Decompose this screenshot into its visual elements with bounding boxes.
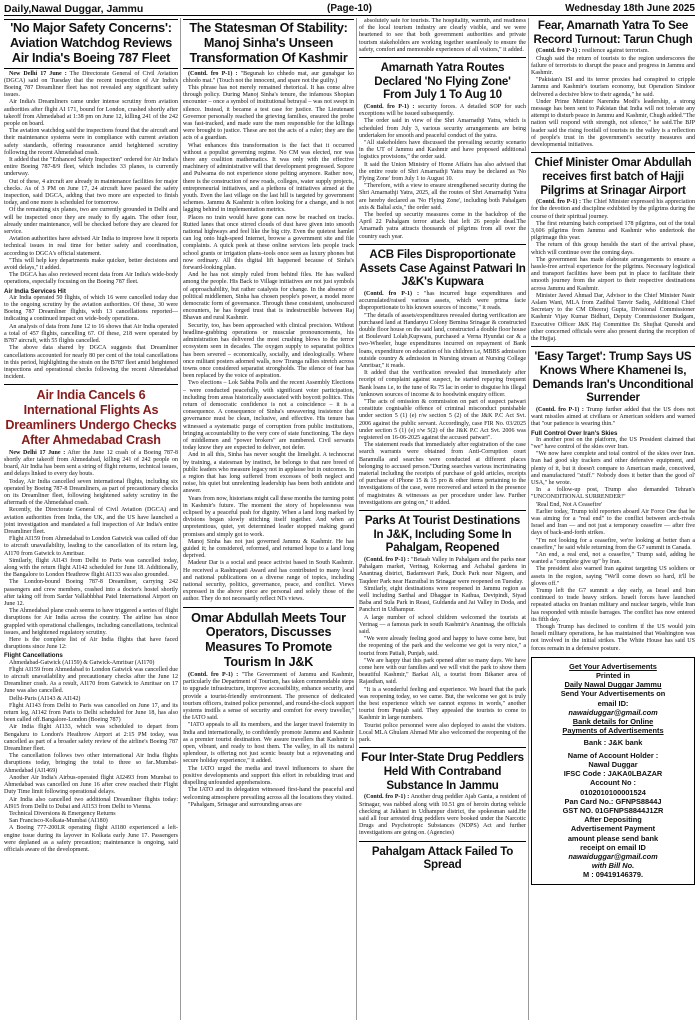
column-divider [356,18,357,1020]
paragraph: "I'm not looking for a ceasefire, we're looking at better than a ceasefire," he said while returning from the G7 summit in Canada. [531,537,695,551]
ad-line: Pan Card No.: GFNPS8844J [564,796,662,806]
paragraph: Trump left the G7 summit a day early, as Israel and Iran continued to trade heavy strikes. Israeli forces have launched repeated attacks on Iranian military and nuclear targets, while Iran has responded with missile barrages. The conflict has now entered its fifth day. [531,588,695,623]
paragraph: (Contd. fro P-1) : security forces. A detailed SOP for such exceptions will be issued subsequently. [359,104,526,118]
paragraph: Today, Air India cancelled seven international flights, including six operated by Boeing 787-8 Dreamliners, as part of precautionary checks on its Dreamliner fleet, following heightened safety scrutiny in the aftermath of the Ahmedabad crash. [4,478,178,507]
paragraph: Years from now, historians might call these months the turning point in Kashmir's future. The moment the story of hopelessness was eclipsed by a peaceful push for dignity. When a land long marked by divisions began slowly stitching itself together. And when an unpretentious, quiet, yet determined leader stopped making grand promises and simply got to work. [183,495,354,538]
column-4 [531,18,695,1020]
paragraph: "This will help key departments make quicker, better decisions and avoid delays," it added. [4,257,178,272]
headline-tarun-chugh: Fear, Amarnath Yatra To See Record Turnout: Tarun Chugh [533,19,693,46]
paragraph: The IATO urged the media and travel influencers to share the positive developments and support this effort in rebuilding trust and dispelling unfounded apprehensions. [183,765,354,787]
masthead-paper-name: Daily,Nawal Duggar, Jammu [4,2,144,15]
headline-hajji-pilgrims: Chief Minister Omar Abdullah receives first batch of Hajji Pilgrims at Srinagar Airport [534,156,692,197]
ad-line: with Bill No. [591,861,635,871]
paragraph: (Contd. fro P-1) : resilience against terrorism. [536,48,650,55]
paragraph: "It is a wonderful feeling and experience. We heard that the park was reopening today, so we came. But, the welcome we got is truly the best experience which we cannot express in words," another tourist from Punjab said. They appealed the tourists to come to Kashmir in large numbers. [359,686,526,722]
paragraph: Places no train would have gone can now be reached on tracks. Rutted lanes that once stirred clouds of dust have given into smooth national highways and feel like the big city. Even the quietest hamlet can log onto high-speed Internet, browse a government site and file complaints. A quick peek at these online services lets people track school grants or irrigation plans–tools once seen as luxury phones but now ordinary. All this digital lift happened because of Sinha's forward-looking plan. [183,214,354,272]
ad-line: Printed in [595,671,631,681]
ad-line: amount please send bank [567,833,659,843]
article-acb-patwari-case [359,291,526,507]
column-2 [183,18,354,1020]
paragraph: "Pahalgam, Srinagar and surrounding areas are [188,801,302,808]
paragraph: The return of this group heralds the start of the arrival phase, which will continue over the coming days. [531,242,695,256]
paragraph: In a follow-up post, Trump also demanded Tehran's "UNCONDITIONAL SURRENDER!" [531,487,695,501]
paragraph: Flight AI159 from Ahmedabad to London Gatwick was called off due to aircraft unavailability, leading to the cancellation of its return leg, AI170 from Gatwick to Amritsar. [4,536,178,557]
paragraph: It added that the "Enhanced Safety Inspection" ordered for Air India's entire Boeing 787-8/9 fleet, which includes 33 planes, is currently underway. [4,157,178,178]
article-trump-khamenei [531,407,695,429]
paragraph: "The acts of omission & commission on part of suspect patwari constitute cognisable offence of criminal misconduct punishable under section 5 (1) (e) r/w section 5 (2) of the J&K P.C Act Svt. 2006 against the public servant. Accordingly, case FIR No. 03/2025 under section 5 (1) (e) r/w 5(2) of the J&K P.C Act Svt. 2006 was registered on 16-06-2025 against the accused patwari". [359,398,526,441]
headline-omar-abdullah-tour-operators: Omar Abdullah Meets Tour Operators, Discusses Measures To Promote Tourism In J&K [191,610,346,670]
paragraph: Chugh said the return of tourists to the region underscores the failure of terrorists to disrupt the peace and progress in Jammu and Kashmir. [531,55,695,76]
paragraph: (Contd. fro P-1) : "The Government of Jammu and Kashmir, particularly the Department of Tourism, has taken commendable steps to upgrade infrastructure, improve accessibility, enhance security, and provide a tourist-friendly environment. The presence of dedicated tourism officers, trained police personnel, and round-the-clock support systems instills a sense of security and comfort for every traveller," the IATO said. [183,672,354,722]
paragraph: Earlier today, Trump told reporters aboard Air Force One that he was aiming for a "real end" to the conflict between arch-rivals Israel and Iran — and not just a temporary ceasefire — after five days of back-and-forth strikes. [531,508,695,537]
paragraph: Though Trump has declined to confirm if the US would join Israeli military operations, he has maintained that Washington was not involved in the initial strikes. The White House has said US forces remain in a defensive posture. [531,624,695,652]
ad-line: GST NO. 01GFNPS8844J1ZR [562,805,664,815]
paragraph: A Boeing 777-200LR operating flight AI180 experienced a left-engine issue during its layover in Kolkata early June 17. Passengers were deplaned as a safety precaution; maintenance is ongoing, said officials aware of the development. [4,825,178,853]
article-separator [359,841,526,842]
paragraph: Here is the complete list of Air India flights that have faced disruptions since June 12: [4,637,178,651]
paragraph: Air India operated 50 flights, of which 16 were cancelled today due to the ongoing scrutiny by the aviation authorities. Of these, 30 were Boeing 787 Dreamliner flights, with 13 cancellations reported—indicating a continued impact on wide-body operations. [4,294,178,323]
paragraph: Minister Javed Ahmad Dar, Advisor to the Chief Minister Nasir Aslam Wani, MLA from Zadibal Tanvir Sadiq, Additional Chief Secretary to the CM Dheeraj Gupta, Divisional Commissioner Kashmir Vijay Kumar Bidhuri, Deputy Commissioner Budgam, Executive Officer J&K Haj Committee Dr. Shujhat Qureshi and other concerned officials were also present during the reception of the Hujjaj. [531,292,695,343]
paragraph: Similarly, eight destinations were reopened in Jammu region as well including Sarthal and Dhaggar in Kathua, Devipindi, Siyad Baba and Sula Park in Reasi, Guldanda and Jai Valley in Doda, and Panchcri in Udhampur. [359,585,526,614]
paragraph: Manoj Sinha has not just governed Jammu & Kashmir. He has guided it; he considered, reformed, and returned hope to a land long deprived. [183,538,354,560]
paragraph: The above data shared by DGCA suggests that Dreamliner cancellations accounted for nearly 80 per cent of the total cancellations in this period, highlighting the strain on the B787 fleet amid heightened inspections and operational checks following the recent Ahmedabad incident. [4,345,178,381]
paragraph: The IATO and its delegation witnessed first-hand the peaceful and welcoming atmosphere prevailing across all the locations they visited. [183,787,354,801]
article-separator [359,510,526,511]
paragraph: And he has not simply ruled from behind files. He has walked among the people. His Back to Village initiatives are not just symbols of approachability, but rather catalysts for change. In the absence of political middlemen, Sinha has chosen people's power, a model more democratic form of governance. Through these consistent, unobscured encounters, he has forged trust that is indestructible between Raj Bhavan and rural Kashmir. [183,272,354,322]
paragraph: What enhances this transformation is the fact that it occurred without a populist governing regime. No CM was elected, nor was there any coalition mathematics. It was only with the effective machinery of administrative will that development progressed. Sopore and Pulwama do not experience stone pelting anymore. Rather now, there is the construction of new roads, colleges, water supply projects, entrepreneurial initiatives, and a plethora of initiatives aimed at the youth. Even the last village on the last hill is targeted by government schemes. Jammu & Kashmir is often looking for a change, and is not lagging behind in implementation metrics. [183,142,354,214]
ad-line: Daily Nawal Duggar Jammu [564,680,662,690]
paragraph: Flight AI159 from Ahmedabad to London Gatwick was cancelled due to aircraft unavailability and precautionary checks after the June 12 Dreamliner crash. As a result, AI170 from Gatwick to Amritsar on 17 June was also cancelled. [4,666,178,695]
paragraph: New Delhi 17 June : After the June 12 crash of a Boeing 787-8 shortly after takeoff from Ahmedabad, killing 241 of 242 people on board, Air India has been sent a string of flight returns, technical issues, and delays linked to every day bouts. [4,449,178,478]
headline-air-india-cancels: Air India Cancels 6 International Flights As Dreamliners Undergo Checks After Ahmedabad Crash [5,388,177,447]
paragraph: "An end, a real end, not a ceasefire," Trump said, adding he wanted a "complete give up" by Iran. [531,552,695,566]
paragraph: absolutely safe for tourists. The hospitality, warmth, and readiness of the local tourism industry are clearly visible, and we were heartened to see that both government authorities and private tourism stakeholders are working together seamlessly to ensure the safety, comfort and memorable experiences of all visitors," it added. [359,18,526,53]
paragraph: Flight AI143 from Delhi to Paris was cancelled on June 17, and its return leg, AI142 from Paris to Delhi scheduled for June 18, has also been called off.Bangalore-London (Boeing 787) [4,702,178,724]
paragraph: "The details of assets/expenditures revealed during verification are purchased land at Handanyu Colony Bemina Srinagar & constructed double floor house on the said land, constructed a double floor house at Boulevard Lolab,Kupwara, purchased a Verna Hyundai car & a two-Wheeler, huge expenditures incurred on repayment of Bank loans, expenditure on education of his children i.e, MBBS admission outside country & admission in Nursing stream at Nursing College Amritsar," it reads. [359,312,526,369]
paragraph: Technical Diversions & Emergency Returns [9,810,116,817]
ad-phone: M : 09419146379. [583,870,643,880]
article-separator [183,607,354,608]
ad-line: Advertisement Payment [570,824,656,834]
paragraph: Another Air India's Airbus-operated flight AI2493 from Mumbai to Ahmedabad was cancelled on June 16 after crew reached their Flight Duty Time limit following operational delays. [4,774,178,796]
paragraph: It said the Union Ministry of Home Affairs has also advised that the entire route of Shri Amarnathji Yatra may be declared as 'No Flying Zone' from July 1 to August 10. [359,161,526,183]
ad-line: Get Your Advertisements [569,661,657,671]
subhead-flight-cancellations: Flight Cancellations [4,652,63,660]
article-air-india-cancels [4,450,178,652]
headline-statesman-of-stability: The Statesman Of Stability: Manoj Sinha's Unseen Transformation Of Kashmir [183,19,354,69]
paragraph: This phrase has not merely remained rhetorical. It has come alive through policy. During Manoj Sinha's tenure, the infamous Shopian encounter – once a symbol of institutional betrayal – was not swept in silence. Instead, it became a test case for justice. The Lieutenant Governor personally reached the grieving families, ensured the probe was fast-tracked, and made sure the men responsible for the killings were brought to justice. These are not the acts of a ruler; they are the acts of a guardian. [183,84,354,142]
paragraph: "We now have complete and total control of the skies over Iran. Iran had good sky trackers and other defensive equipment, and plenty of it, but it doesn't compare to American made, conceived, and manufactured "stuff." Nobody does it better than the good ol' USA," he wrote. [531,451,695,486]
article-parks-reopened [359,557,526,744]
subhead-full-control-skies: Full Control Over Iran's Skies [531,429,618,437]
article-tarun-chugh [531,48,695,149]
headline-trump-khamenei: 'Easy Target': Trump Says US Knows Where Khamenei Is, Demands Iran's Unconditional Surrender [532,350,694,405]
paragraph: Out of these, 4 aircraft are already in maintenance facilities for major checks. As of 3 PM on June 17, 24 aircraft have passed the safety inspection, said DGCA, adding that two more are expected to finish today, and one more is scheduled for tomorrow. [4,178,178,207]
paragraph: The statement reads that immediately after registration of the case search warrants were obtained from Anti-Corruption court Baramulla and searches were conducted at different places belonging to accused person."During searches various incriminating material including the receipts of purchase of gold articles, receipts of purchase of iPhone 15 & 15 pro & other items pertaining to the investigations of the case, were recovered and seized in the presence of magistrates & witnesses as per procedure under law. Further investigations are going on," it added. [359,442,526,506]
paragraph: "We are happy that this park opened after so many days. We have come here with our families and we will visit the park to show them beautiful Kashmir," Barkat Ali, a tourist from Bikaner area of Rajasthan, said. [359,657,526,686]
paragraph: And in all this, Sinha has never sought the limelight. A technocrat by training, a statesman by instinct, he belongs to that rare breed of public leaders who measure legacy not in applause but in outcomes. In a region that has long suffered from excesses of both neglect and noise, his quiet but unrelenting leadership has been both antidote and answer. [183,452,354,495]
subhead-air-india-services: Air India Services Hit [4,287,66,295]
masthead-date: Wednesday 18th June 2025 [565,3,695,14]
headline-pahalgam-attack: Pahalgam Attack Failed To Spread [371,844,514,872]
ad-line: email ID: [597,698,629,708]
ad-line: Send Your Advertisements on [560,689,666,699]
article-statesman-of-stability [183,71,354,604]
paragraph: Recently, the Directorate General of Civil Aviation (DGCA) and aviation authorities from India, the UK, and the US have launched a joint investigation and mandated a full inspection of Air India's entire Dreamliner fleet. [4,507,178,535]
paragraph: 'Real End, Not A Ceasefire' [536,501,603,508]
ad-line: Payments of Advertisements [562,726,664,736]
article-air-india-cancels-cont [4,660,178,854]
paragraph: Ahmedabad-Gatwick (AI159) & Gatwick-Amritsar (AI170) [9,659,155,666]
paragraph: "All stakeholders have discussed the prevailing security scenario in the UT of Jammu and Kashmir and have proposed additional logistics provisions," the order said. [359,140,526,161]
paragraph: San Francisco-Kolkata-Mumbai (AI180) [9,818,108,825]
paragraph: Air India's Dreamliners came under intense scrutiny from aviation authorities after flight AI 171, bound for London, crashed shortly after takeoff from Ahmedabad at 1:38 pm on June 12, killing 241 of the 242 people on board. [4,99,178,127]
headline-amarnath-no-flying-zone: Amarnath Yatra Routes Declared 'No Flying Zone' From July 1 To Aug 10 [374,61,511,102]
article-trump-khamenei-cont [531,437,695,653]
ad-line: Bank : J&K bank [583,738,643,748]
paragraph: An analysis of data from June 12 to 16 shows that Air India operated a total of 457 flights, cancelling 67. Of these, 218 were operated by B787 aircraft, with 55 flights cancelled. [4,323,178,345]
paragraph: (Contd. fro P-1) : "Begunah ko chhedo mat, aur gunahgar ko chhodo mat." (Touch not the innocent, and spare not the guilty.) [183,70,354,84]
paragraph: Security, too, has been approached with clinical precision. Without headline-grabbing operations or muscular pronouncements, his administration has delivered the most crushing blows to the terror ecosystem seen in decades. The oxygen supply to separatist politics has been severed – economically, socially, and ideologically. Where once militant posters adorned walls, now Tiranga rallies stretch across towns once considered separatist strongholds. The silence of fear has been replaced by the voice of aspiration. [183,322,354,380]
ad-line: Name of Account Holder : [567,750,659,760]
article-separator [359,244,526,245]
article-hajji-pilgrims [531,199,695,343]
ad-line: After Depositing [584,815,642,825]
paragraph: Aviation authorities have advised Air India to improve how it reports technical issues in real time for better safety and coordination, according to DGCA's official statement. [4,236,178,257]
headline-acb-patwari-case: ACB Files Disproportionate Assets Case Against Patwari In J&K's Kupwara [359,247,526,289]
article-separator [531,346,695,347]
column-3 [359,18,526,1020]
paragraph: Tourist police personnel were also deployed to assist the visitors. Local MLA Ghulam Ahmad Mir also welcomed the reopening of the park. [359,722,526,744]
ad-line: 0102010100001524 [580,787,646,797]
paragraph: Air India also cancelled two additional Dreamliner flights today: AI915 from Delhi to Dubai and AI153 from Delhi to Vienna. [4,796,178,810]
paragraph: The cancellation follows two other international Air India flights disruptions today, bringing the total to three so far..Mumbai-Ahmedabad (AI1469) [4,753,178,774]
paragraph: The aviation watchdog said the inspections found that the aircraft and their maintenance systems were in compliance with current aviation safety standards, offering reassurance amid heightened scrutiny following the recent Ahmedabad crash. [4,128,178,156]
article-aviation-watchdog-cont [4,295,178,381]
paragraph: A large number of school children welcomed the tourists at Verinag — a famous park in south Kashmir's Anantnag, the officials said. [359,614,526,636]
paragraph: Air India flight AI133, which was scheduled to depart from Bengaluru to London's Heathrow Airport at 2:15 PM today, was cancelled as part of a broader safety review of the airline's Boeing 787 Dreamliner fleet. [4,724,178,753]
paragraph: (Contd. fro P-1) : The Chief Minister expressed his appreciation for the devotion and discipline exhibited by the pilgrims during the course of their spiritual journey. [531,199,695,220]
paragraph: (Contd. fro P-1) : "has incurred huge expenditures and accumulated/raised various assets, which were prima facie disproportionate to his known sources of income," it reads. [359,290,526,312]
masthead [4,2,695,16]
paragraph: "IATO appeals to all its members, and the larger travel fraternity in India and internationally, to confidently promote Jammu and Kashmir as a premier tourist destination. We assure travellers that Kashmir is open, vibrant, and ready to host them. The valley, in all its natural splendour, is offering not just scenic beauty but a rejuvenating and secure holiday experience," it added. [183,722,354,765]
paragraph: The president also warned Iran against targeting US soldiers or assets in the region, saying "We'll come down so hard, it'll be gloves off." [531,566,695,587]
paragraph: Delhi-Paris (AI143 & AI142) [9,695,81,702]
paragraph: In another post on the platform, the US President claimed that "we" have control of the skies over Iran. [531,436,695,450]
paragraph: Madeur Dar is a social and peace activist based in South Kashmir. He received a Rashtrapati Award and has contributed to many local and national publications on a diverse range of topics, including national security, politics, governance, peace, and conflict. Views expressed in the above piece are personal and solely those of the author. They do not necessarily reflect NI's views. [183,560,354,603]
column-divider [180,18,181,1020]
ad-line: Nawal Duggar [588,759,638,769]
paragraph: The DGCA has also reviewed recent data from Air India's wide-body operations, especially focusing on the Boeing 787 fleet. [4,272,178,286]
ad-email[interactable]: nawaiduggar@gmail.com [568,707,658,717]
ad-line: IFSC Code : JAKA0LBAZAR [563,769,663,779]
paragraph: Two elections – Lok Sabha Polls and the recent Assembly Elections – were conducted peacefully, with significant voter participation, including from areas historically associated with boycott politics. This return of democratic confidence is not a coincidence – it is a consequence. A consequence of Sinha's unwavering insistence that governance must be clean, inclusive, and effective. His tenure has witnessed a systematic purge of corruption from public institutions, bringing accountability to the very core of state functioning. The days of middlemen and "power brokers" are numbered. Civil servants today know they are expected to deliver, not defer. [183,380,354,452]
paragraph: It added that the verification revealed that immediately after receipt of complaint against suspect, he started repaying frequent Bank loans i.e, to the tune of Rs 75 lac in order to disguise his illegal /unknown sources of income & to hoodwink enquiry officer. [359,370,526,398]
headline-parks-reopened: Parks At Tourist Destinations In J&K, Including Some In Pahalgam, Reopened [364,514,521,555]
paragraph: New Delhi 17 June : The Directorate General of Civil Aviation (DGCA) said on Tuesday that the recent inspection of Air India's Boeing 787 Dreamliner fleet has not revealed any significant safety issues. [4,70,178,99]
masthead-page-number: (Page-10) [326,3,373,14]
paragraph: "Therefore, with a view to ensure strengthened security during the Shri Amarnathji Yatra, 2025, all the routes of Shri Amarnathji Yatra are hereby declared as 'No Flying Zone', including both Pahalgam axis & Baltal axis," the order said. [359,183,526,211]
column-divider [528,18,529,1020]
paragraph: Under Prime Minister Narendra Modi's leadership, a strong message has been sent to Pakistan that India will not tolerate any attempt to disturb peace in Jammu and Kashmir, Chugh added."The nation will respond with strength, not silence," he said.The BJP leader said the rising footfall of tourists in the valley is a reflection of people's trust in the government's security measures and developmental initiatives. [531,98,695,148]
article-drug-peddlers-held [359,794,526,837]
paragraph: The government has made elaborate arrangements to ensure a hassle-free arrival experience for the pilgrims. Necessary logistical and transport facilities have been put in place to facilitate their smooth journey from the airport to their respective destinations across Jammu and Kashmir. [531,256,695,292]
column-1 [4,18,178,1020]
paragraph: (Contd. fro P-1) : Trump further added that the US does not want missiles aimed at civilians or American soldiers and warned that "our patience is wearing thin." [531,406,695,428]
paragraph: (Contd. fro P-1) : Another drug peddler Ajab Gania, a resident of Srinagar, was nabbed along with 10.51 gm of heroin during vehicle checking at Jakhani in Udhampur district, the spokesman said.He said all four arrested drug peddlers were booked under the Narcotic Drugs and Psychotropic Substances (NDPS) Act and further investigations are going on. (Agencies) [359,794,526,837]
article-aviation-watchdog [4,71,178,287]
paragraph: Similarly, flight AI143 from Delhi to Paris was cancelled today, along with the return flight AI142 scheduled for June 18. Additionally, the Bangalore to London Heathrow flight AI133 was also grounded. [4,557,178,579]
paragraph: Of the remaining six planes, two are currently grounded in Delhi and will be inspected once they are ready to fly again. The other four, already under maintenance, will be checked before they are cleared for service. [4,207,178,236]
article-separator [359,57,526,58]
article-omar-abdullah-tour-operators [183,672,354,809]
article-separator [359,747,526,748]
article-separator [531,152,695,153]
paragraph: The London-bound Boeing 787-8 Dreamliner, carrying 242 passengers and crew members, crashed into a doctor's hostel shortly after taking off from Sardar Vallabhbhai Patel International Airport on June 12. [4,579,178,608]
paragraph: "Pakistan's ISI and its terror proxies had conspired to cripple Jammu and Kashmir's tourism economy, but Operation Sindoor delivered a decisive blow to their agenda," he said. [531,77,695,98]
paragraph: "We were already feeling good and happy to have come here, but the reopening of the park and the welcome we got is very nice," a tourist from Patiali, Punjab, said. [359,636,526,657]
article-continuation-tourism [359,18,526,54]
advertisement-box [531,657,695,885]
ad-line: Bank details for Online [572,717,654,727]
article-separator [4,384,178,385]
ad-line: Account No : [590,778,636,788]
paragraph: The first returning batch comprised 178 pilgrims, out of the total 3,606 pilgrims from Jammu and Kashmir who undertook the pilgrimage this year. [531,220,695,242]
paragraph: (Contd. fro P-1) : "Betaab Valley in Pahalgam and the parks near Pahalgam market, Verinag, Kokernag and Achabal gardens in Anantnag district, Badamwari Park, Duck Park near Nigeen, and Taqdeer Park near Hazratbal in Srinagar were reopened on Tuesday. [359,557,526,585]
paragraph: The order said in view of the Shri Amarnathji Yatra, which is scheduled from July 3, various security arrangements are being undertaken for smooth and peaceful conduct of the yatra. [359,118,526,139]
headline-drug-peddlers-held: Four Inter-State Drug Peddlers Held With Contraband Substance In Jammu [361,751,524,792]
paragraph: The beefed up security measures come in the backdrop of the April 22 Pahalgam terror attack that left 26 people dead.The Amarnath yatra attracts thousands of pilgrims from all over the country each year. [359,212,526,240]
headline-aviation-watchdog: 'No Major Safety Concerns': Aviation Watchdog Reviews Air India's Boeing 787 Fleet [4,19,178,69]
paragraph: The Ahmedabad plane crash seems to have triggered a series of flight disruptions for Air India across the country. The airline has since grappled with operational challenges, including cancellations, technical issues, and heightened regulatory scrutiny. [4,608,178,636]
article-amarnath-no-flying-zone [359,104,526,241]
ad-line: receipt on email ID [580,842,646,852]
ad-email[interactable]: nawaiduggar@gmail.com [568,851,658,861]
